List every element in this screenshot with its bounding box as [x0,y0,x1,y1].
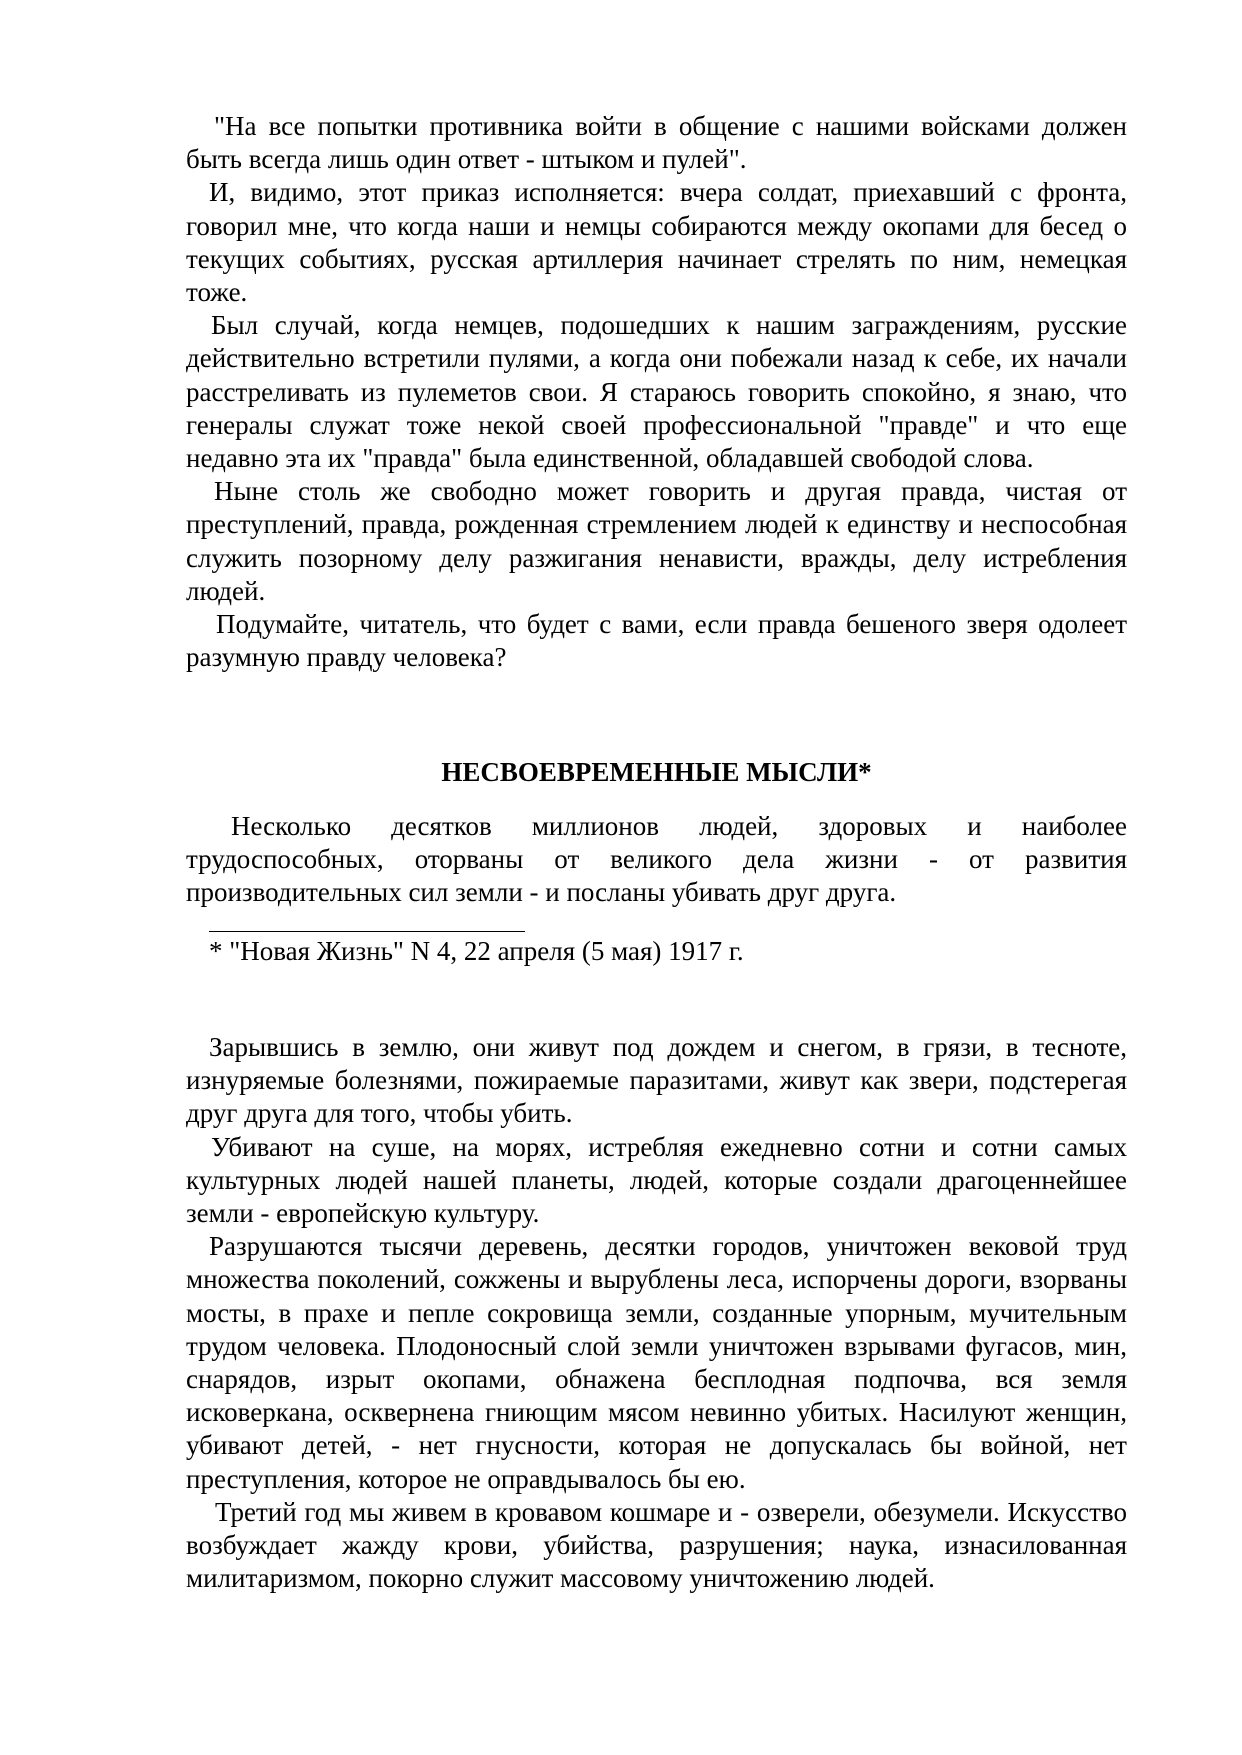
paragraph: "На все попытки противника войти в общение с нашими войсками должен быть всегда лишь один ответ - штыком и пулей". [186,111,1127,175]
paragraph: Разрушаются тысячи деревень, десятки городов, уничтожен вековой труд множества поколений, сожжены и вырублены леса, испорчены дороги, взорваны мосты, в прахе и пепле сокровища земли, созданные упорным, мучительным трудом человека. Плодоносный слой земли уничтожен взрывами фугасов, мин, снарядов, изрыт окопами, обнажена бесплодная подпочва, вся земля исковеркана, осквернена гниющим мясом невинно убитых. Насилуют женщин, убивают детей, - нет гнусности, которая не допускалась бы войной, нет преступления, которое не оправдывалось бы ею. [186,1231,1127,1494]
footnote-divider [209,931,525,932]
paragraph: Был случай, когда немцев, подошедших к нашим заграждениям, русские действительно встретили пулями, а когда они побежали назад к себе, их начали расстреливать из пулеметов свои. Я стараюсь говорить спокойно, я знаю, что генералы служат тоже некой своей профессиональной "правде" и что еще недавно эта их "правда" была единственной, обладавшей свободой слова. [186,310,1127,474]
opening-text-block [186,110,1127,674]
paragraph: Подумайте, читатель, что будет с вами, если правда бешеного зверя одолеет разумную правду человека? [186,609,1127,673]
paragraph: И, видимо, этот приказ исполняется: вчера солдат, приехавший с фронта, говорил мне, что когда наши и немцы собираются между окопами для бесед о текущих событиях, русская артиллерия начинает стрелять по ним, немецкая тоже. [186,177,1127,308]
paragraph: Зарывшись в землю, они живут под дождем и снегом, в грязи, в тесноте, изнуряемые болезнями, пожираемые паразитами, живут как звери, подстерегая друг друга для того, чтобы убить. [186,1032,1127,1129]
footnote: * "Новая Жизнь" N 4, 22 апреля (5 мая) 1917 г. [209,936,744,966]
body-text-block [186,1031,1127,1595]
paragraph: Ныне столь же свободно может говорить и другая правда, чистая от преступлений, правда, рожденная стремлением людей к единству и неспособная служить позорному делу разжигания ненависти, вражды, делу истребления людей. [186,476,1127,606]
section-heading: НЕСВОЕВРЕМЕННЫЕ МЫСЛИ* [441,757,872,787]
paragraph: Несколько десятков миллионов людей, здоровых и наиболее трудоспособных, оторваны от великого дела жизни - от развития производительных сил земли - и посланы убивать друг друга. [186,811,1127,908]
paragraph: Третий год мы живем в кровавом кошмаре и - озверели, обезумели. Искусство возбуждает жажду крови, убийства, разрушения; наука, изнасилованная милитаризмом, покорно служит массовому уничтожению людей. [186,1496,1127,1594]
section-intro-block [186,810,1127,910]
paragraph: Убивают на суше, на морях, истребляя ежедневно сотни и сотни самых культурных людей нашей планеты, людей, которые создали драгоценнейшее земли - европейскую культуру. [186,1131,1127,1229]
